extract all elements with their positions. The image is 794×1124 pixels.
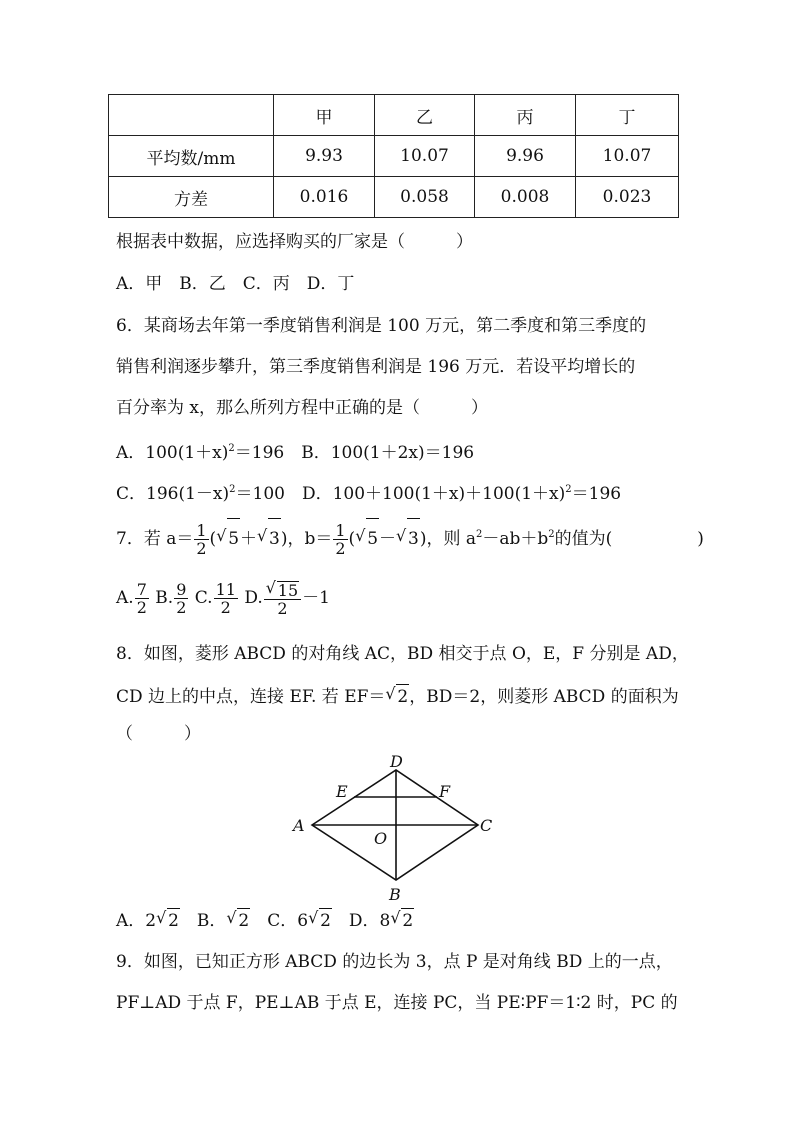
fraction bbox=[194, 522, 208, 557]
denominator: 2 bbox=[136, 598, 147, 617]
fraction bbox=[135, 581, 149, 616]
numerator: 1 bbox=[196, 521, 207, 540]
sqrt bbox=[390, 908, 414, 933]
radicand: √ 2 bbox=[396, 684, 409, 709]
q8-text: ，BD＝2，则菱形 ABCD 的面积为 bbox=[409, 687, 679, 707]
q8-text: CD 边上的中点，连接 EF. 若 EF＝ bbox=[116, 687, 386, 707]
table-cell: 9.93 bbox=[274, 136, 375, 177]
option-label: D. bbox=[244, 588, 263, 608]
fraction bbox=[333, 522, 347, 557]
sqrt bbox=[266, 581, 299, 599]
fraction bbox=[214, 581, 238, 616]
numerator: 7 bbox=[136, 580, 147, 599]
sqrt bbox=[355, 518, 379, 559]
exponent: 2 bbox=[476, 529, 483, 540]
table-cell: 平均数/mm bbox=[109, 136, 274, 177]
denominator: 2 bbox=[277, 598, 288, 618]
option-label: B. bbox=[155, 588, 174, 608]
numerator bbox=[264, 581, 301, 600]
q7-options bbox=[116, 578, 330, 618]
data-table bbox=[108, 94, 679, 218]
q8-line-3: （ ） bbox=[116, 724, 201, 744]
q6-option-a-part2: ＝196 B．100(1＋2x)＝196 bbox=[234, 443, 475, 463]
q6-option-c-part3: ＝196 bbox=[571, 484, 622, 504]
rhombus-diagram bbox=[286, 750, 516, 910]
radicand: √ 3 bbox=[268, 518, 281, 559]
table-cell: 丙 bbox=[475, 95, 576, 136]
sqrt bbox=[257, 518, 281, 559]
table-cell: 10.07 bbox=[576, 136, 679, 177]
table-header-row bbox=[109, 95, 679, 136]
q6-option-c-part2: ＝100 D．100＋100(1＋x)＋100(1＋x) bbox=[235, 484, 566, 504]
q7-b-lead: )，b＝ bbox=[280, 529, 333, 549]
sqrt bbox=[385, 684, 409, 709]
sqrt bbox=[308, 908, 332, 933]
operator: ＋ bbox=[240, 529, 258, 549]
numerator: 9 bbox=[176, 580, 187, 599]
label-b: B bbox=[389, 885, 401, 904]
table-cell: 0.008 bbox=[475, 177, 576, 218]
label-c: C bbox=[480, 816, 493, 835]
table-cell: 方差 bbox=[109, 177, 274, 218]
q7-expr: －ab＋b bbox=[482, 529, 549, 549]
q8-line-1: 8．如图，菱形 ABCD 的对角线 AC，BD 相交于点 O，E，F 分别是 AD， bbox=[116, 644, 689, 664]
q6-line-2: 销售利润逐步攀升，第三季度销售利润是 196 万元．若设平均增长的 bbox=[116, 357, 636, 377]
q6-option-a-part1: A．100(1＋x) bbox=[116, 443, 229, 463]
exponent: 2 bbox=[548, 529, 555, 540]
option-label: A．2 bbox=[116, 911, 157, 931]
paren: ( bbox=[209, 529, 217, 549]
exponent: 2 bbox=[229, 484, 236, 495]
q9-line-2: PF⊥AD 于点 F，PE⊥AB 于点 E，连接 PC，当 PE∶PF＝1∶2 时，PC 的 bbox=[116, 993, 678, 1013]
option-label: C. bbox=[194, 588, 213, 608]
sqrt bbox=[156, 908, 180, 933]
denominator: 2 bbox=[176, 598, 187, 617]
sqrt bbox=[216, 518, 240, 559]
label-d: D bbox=[390, 752, 403, 771]
q7-then: )，则 a bbox=[419, 529, 477, 549]
option-label: B． bbox=[179, 911, 227, 931]
table-cell: 0.058 bbox=[375, 177, 475, 218]
table-cell: 0.023 bbox=[576, 177, 679, 218]
fraction bbox=[264, 581, 301, 617]
numerator: 11 bbox=[215, 580, 236, 599]
table-cell: 10.07 bbox=[375, 136, 475, 177]
exponent: 2 bbox=[565, 484, 572, 495]
table-cell: 丁 bbox=[576, 95, 679, 136]
q9-line-1: 9．如图，已知正方形 ABCD 的边长为 3，点 P 是对角线 BD 上的一点， bbox=[116, 952, 673, 972]
q5-prompt: 根据表中数据，应选择购买的厂家是（ ） bbox=[116, 232, 473, 252]
q6-options-cd bbox=[116, 478, 621, 506]
q6-option-c-part1: C．196(1－x) bbox=[116, 484, 230, 504]
paren: ( bbox=[348, 529, 356, 549]
q7-stem bbox=[116, 515, 704, 559]
radicand: √ 3 bbox=[407, 518, 420, 559]
label-e: E bbox=[336, 782, 348, 801]
label-a: A bbox=[293, 816, 305, 835]
radicand: √ 15 bbox=[277, 581, 299, 599]
table-row bbox=[109, 136, 679, 177]
q6-line-1: 6．某商场去年第一季度销售利润是 100 万元，第二季度和第三季度的 bbox=[116, 316, 647, 336]
denominator: 2 bbox=[196, 539, 207, 558]
q6-line-3: 百分率为 x，那么所列方程中正确的是（ ） bbox=[116, 398, 488, 418]
q8-line-2 bbox=[116, 684, 679, 709]
q8-options bbox=[116, 908, 414, 933]
option-label: C．6 bbox=[250, 911, 309, 931]
option-tail: －1 bbox=[302, 588, 330, 608]
table-cell: 乙 bbox=[375, 95, 475, 136]
option-label: A. bbox=[116, 588, 134, 608]
fraction bbox=[174, 581, 188, 616]
radicand: √ 2 bbox=[167, 908, 180, 933]
q7-tail: 的值为( ) bbox=[554, 529, 704, 549]
denominator: 2 bbox=[220, 598, 231, 617]
denominator: 2 bbox=[335, 539, 346, 558]
table-cell: 9.96 bbox=[475, 136, 576, 177]
q7-lead: 7．若 a＝ bbox=[116, 529, 194, 549]
radicand: √ 2 bbox=[319, 908, 332, 933]
q5-options: A．甲 B．乙 C．丙 D．丁 bbox=[116, 274, 355, 294]
exponent: 2 bbox=[228, 443, 235, 454]
option-label: D．8 bbox=[331, 911, 391, 931]
label-o: O bbox=[374, 829, 388, 848]
q6-options-ab bbox=[116, 437, 474, 465]
radicand: √ 5 bbox=[227, 518, 240, 559]
radicand: √ 2 bbox=[237, 908, 250, 933]
table-cell: 甲 bbox=[274, 95, 375, 136]
radicand: √ 5 bbox=[366, 518, 379, 559]
sqrt bbox=[226, 908, 250, 933]
table-cell: 0.016 bbox=[274, 177, 375, 218]
table-cell bbox=[109, 95, 274, 136]
table-row bbox=[109, 177, 679, 218]
radicand: √ 2 bbox=[401, 908, 414, 933]
sqrt bbox=[396, 518, 420, 559]
label-f: F bbox=[439, 782, 451, 801]
operator: － bbox=[379, 529, 397, 549]
numerator: 1 bbox=[335, 521, 346, 540]
